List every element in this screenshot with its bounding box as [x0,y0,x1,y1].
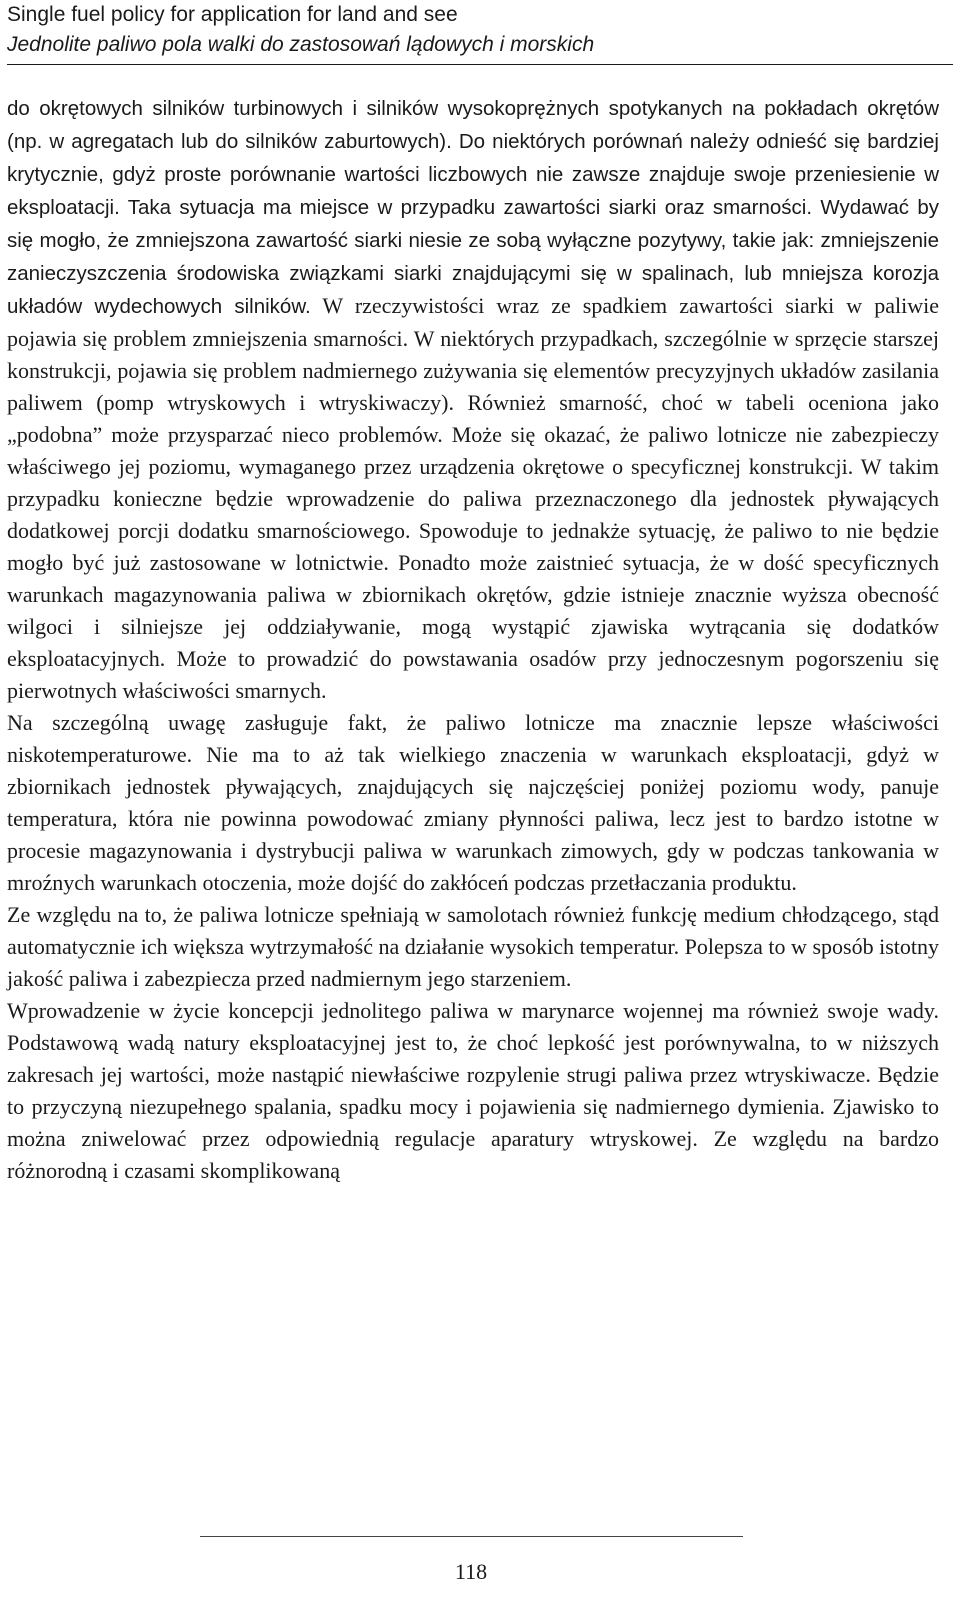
paragraph-3 [7,899,939,995]
header-divider [7,64,953,65]
text-run: do okrętowych silników turbinowych i silników wysokoprężnych spotykanych na pokładach okrętów (np. w agregatach lub do silników zaburtowych). [7,97,939,153]
header-title-polish: Jednolite paliwo pola walki do zastosowań lądowych i morskich [7,33,595,56]
running-header [7,0,953,60]
text-run: W rzeczywistości wraz ze spadkiem zawartości siarki w paliwie pojawia się problem zmniejszenia smarności. W niektórych przypadkach, szczególnie w sprzęcie starszej konstrukcji, pojawia się problem nadmiernego zużywania się elementów precyzyjnych układów zasilania paliwem (pomp wtryskowych i wtryskiwaczy). Również smarność, choć w tabeli oceniona jako „podobna” może przysparzać nieco problemów. Może się okazać, że paliwo lotnicze nie zabezpieczy właściwego jej poziomu, wymaganego przez urządzenia okrętowe o specyficznej konstrukcji. W takim przypadku konieczne będzie wprowadzenie do paliwa przeznaczonego dla jednostek pływających dodatkowej porcji dodatku smarnościowego. Spowoduje to jednakże sytuację, że paliwo to nie będzie mogło być już zastosowane w lotnictwie. Ponadto może zaistnieć sytuacja, że w dość specyficznych warunkach magazynowania paliwa w zbiornikach okrętów, gdzie istnieje znacznie wyższa obecność wilgoci i silniejsze jej oddziaływanie, mogą wystąpić zjawiska wytrącania się dodatków eksploatacyjnych. Może to prowadzić do powstawania osadów przy jednoczesnym pogorszeniu się pierwotnych właściwości smarnych. [7,293,939,703]
text-run: Ze względu na to, że paliwa lotnicze spełniają w samolotach również funkcję medium chłodzącego, stąd automatycznie ich większa wytrzymałość na działanie wysokich temperatur. Polepsza to w sposób istotny jakość paliwa i zabezpiecza przed nadmiernym jego starzeniem. [7,902,939,991]
text-run: Do niektórych porównań należy odnieść się bardziej krytycznie, gdyż proste porównanie wartości liczbowych nie zawsze znajduje swoje przeniesienie w eksploatacji. Taka sytuacja ma miejsce w przypadku zawartości siarki oraz smarności. [7,130,939,219]
text-run: Na szczególną uwagę zasługuje fakt, że paliwo lotnicze ma znacznie lepsze właściwości niskotemperaturowe. Nie ma to aż tak wielkiego znaczenia w warunkach eksploatacji, gdyż w zbiornikach jednostek pływających, znajdujących się najczęściej poniżej poziomu wody, panuje temperatura, która nie powinna powodować zmiany płynności paliwa, lecz jest to bardzo istotne w procesie magazynowania i dystrybucji paliwa w warunkach zimowych, gdy w podczas tankowania w mroźnych warunkach otoczenia, może dojść do zakłóceń podczas przetłaczania produktu. [7,710,939,895]
text-run: Wprowadzenie w życie koncepcji jednolitego paliwa w marynarce wojennej ma również swoje wady. Podstawową wadą natury eksploatacyjnej jest to, że choć lepkość jest porównywalna, to w niższych zakresach jej wartości, może nastąpić niewłaściwe rozpylenie strugi paliwa przez wtryskiwacze. Będzie to przyczyną niezupełnego spalania, spadku mocy i pojawienia się nadmiernego dymienia. Zjawisko to można zniwelować przez odpowiednią regulacje aparatury wtryskowej. Ze względu na bardzo różnorodną i czasami skomplikowaną [7,998,939,1183]
page-number: 118 [454,1559,488,1584]
header-title-english: Single fuel policy for application for land and see [7,3,458,26]
paragraph-1 [7,92,939,707]
body-text [7,92,939,1187]
paragraph-4 [7,995,939,1187]
paragraph-2 [7,707,939,899]
text-run: Wydawać by się mogło, że zmniejszona zawartość siarki niesie ze sobą wyłączne pozytywy, takie jak: zmniejszenie zanieczyszczenia środowiska związkami siarki znajdującymi się w spalinach, lub mniejsza korozja układów wydechowych silników. [7,196,939,318]
footer-divider [200,1536,743,1537]
